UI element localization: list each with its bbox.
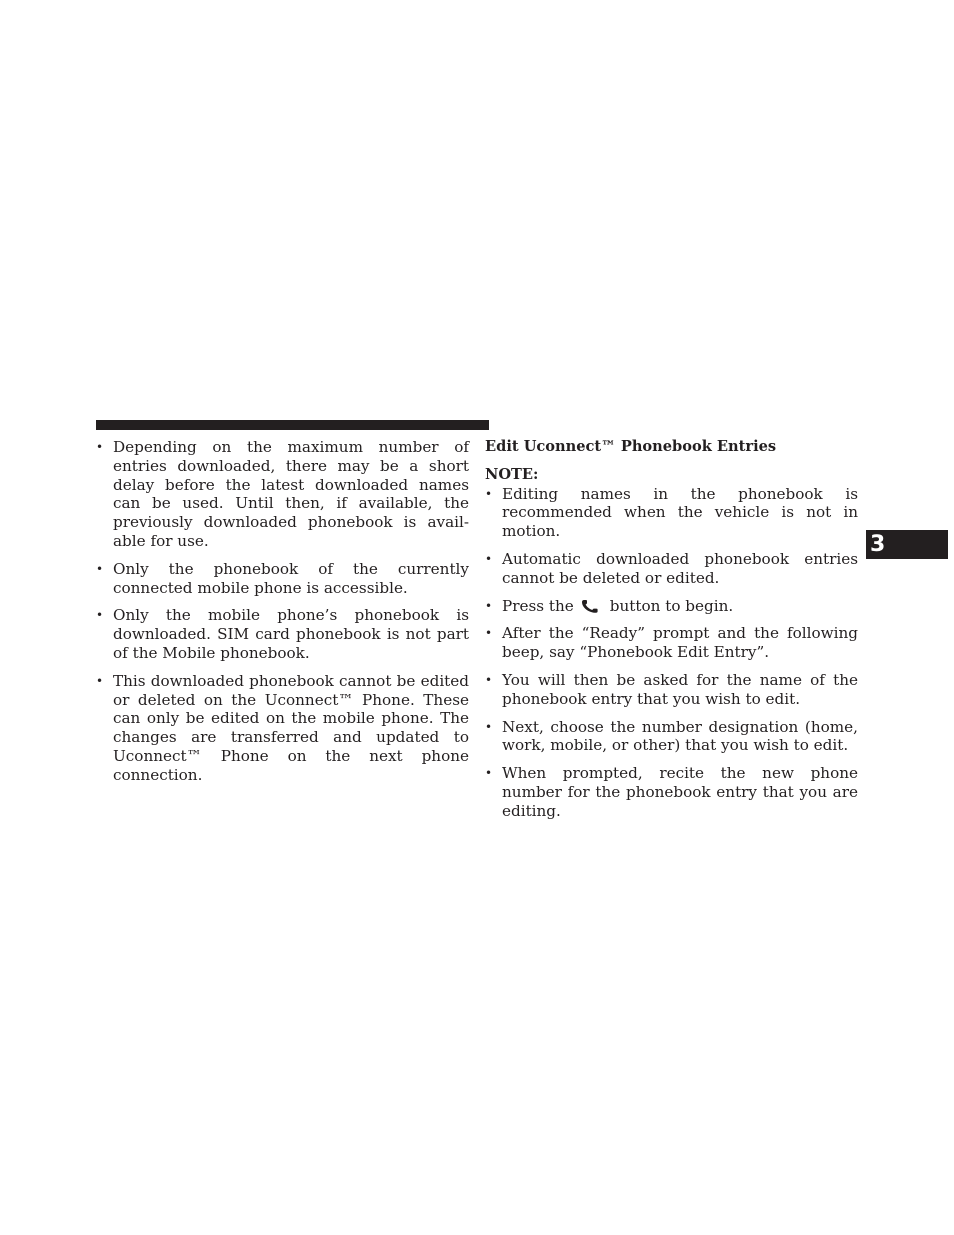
top-rule [96,420,489,430]
left-bullet-list [96,438,469,785]
chapter-number: 3 [870,532,886,557]
phone-icon [580,599,602,613]
press-text-after: button to begin. [609,596,734,615]
list-item: • You will then be asked for the name of the phonebook entry that you wish to edit. [485,671,858,709]
chapter-tab [866,530,948,559]
list-item: • This downloaded phonebook cannot be edited or deleted on the Uconnect™ Phone. These can only be edited on the mobile phone. The changes are transferred and updated to Uconnect™ Phone on the next phone connection. [96,672,469,785]
right-column [485,438,858,830]
note-label: NOTE: [485,465,539,483]
press-text-before: Press the [502,596,574,615]
list-item: • Editing names in the phonebook is recommended when the vehicle is not in motion. [485,485,858,541]
list-item: • Next, choose the number designation (home, work, mobile, or other) that you wish to edit. [485,718,858,756]
left-column [96,438,469,794]
list-item-press-button [485,597,858,616]
list-item: • Only the phonebook of the currently connected mobile phone is accessible. [96,560,469,598]
section-title: Edit Uconnect™ Phonebook Entries [485,438,777,455]
list-item: • When prompted, recite the new phone number for the phonebook entry that you are editing. [485,764,858,820]
list-item: • After the “Ready” prompt and the following beep, say “Phonebook Edit Entry”. [485,624,858,662]
list-item: • Automatic downloaded phonebook entries cannot be deleted or edited. [485,550,858,588]
right-bullet-list [485,485,858,821]
list-item: • Only the mobile phone’s phonebook is downloaded. SIM card phonebook is not part of the Mobile phonebook. [96,606,469,662]
list-item: • Depending on the maximum number of entries downloaded, there may be a short delay before the latest downloaded names can be used. Until then, if available, the previously downloaded phonebook is available for use. [96,438,469,551]
